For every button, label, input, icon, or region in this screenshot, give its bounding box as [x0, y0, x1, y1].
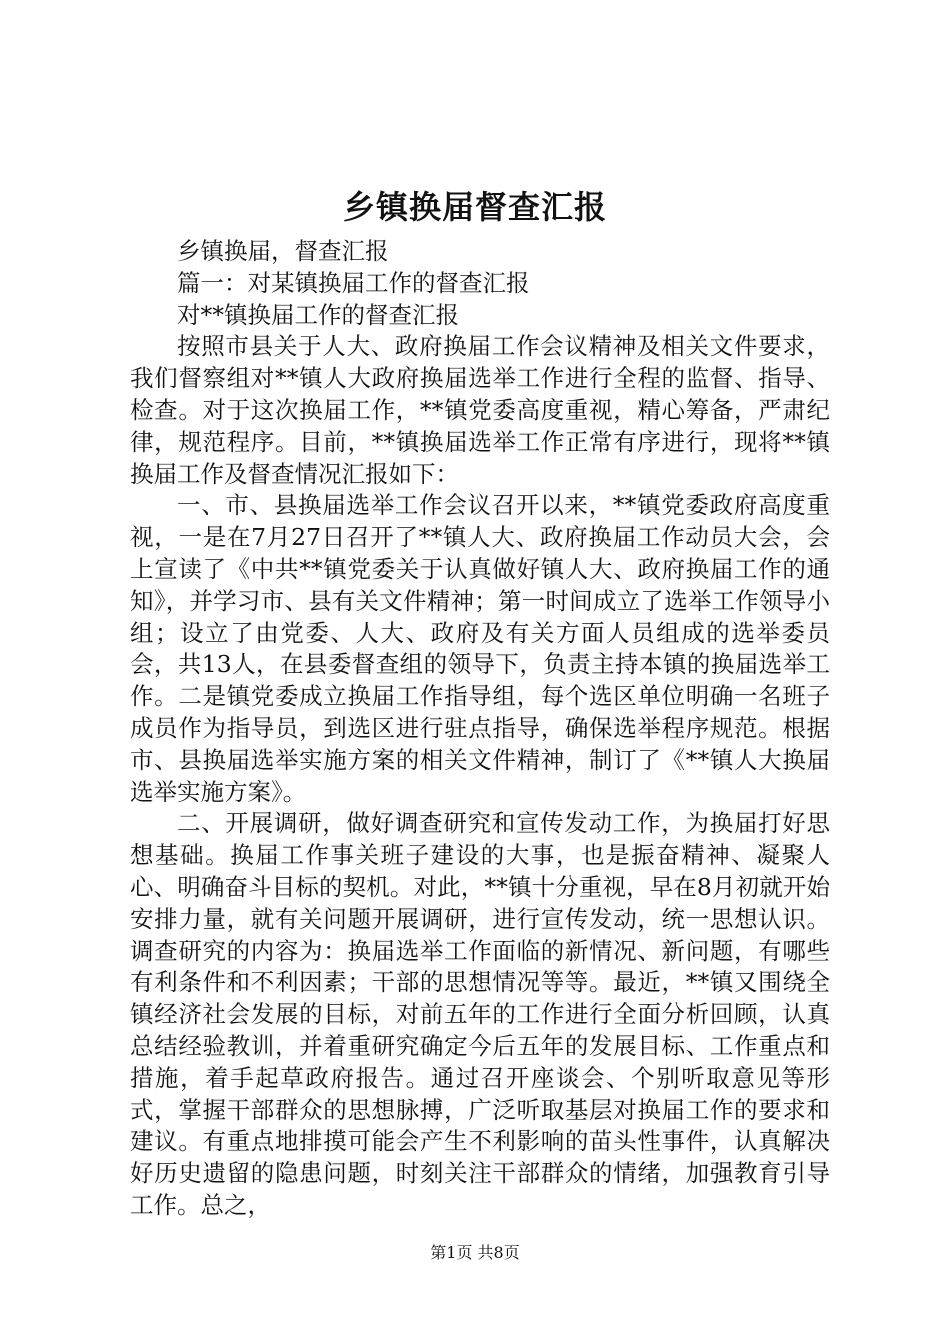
paragraph-subtitle: 乡镇换届，督查汇报	[177, 237, 389, 265]
paragraph-report-heading: 对**镇换届工作的督查汇报	[177, 300, 459, 329]
document-title: 乡镇换届督查汇报	[342, 188, 607, 226]
paragraph-intro: 按照市县关于人大、政府换届工作会议精神及相关文件要求，我们督察组对**镇人大政府换届选举工作进行全程的监督、指导、检查。对于这次换届工作，**镇党委高度重视，精心筹备，严肃纪律，规范程序。目前，**镇换届选举工作正常有序进行，现将**镇换届工作及督查情况汇报如下：	[130, 332, 830, 488]
document-body	[130, 236, 830, 1222]
page-number-footer: 第1页 共8页	[430, 1243, 520, 1262]
paragraph-point-two: 二、开展调研，做好调查研究和宣传发动工作，为换届打好思想基础。换届工作事关班子建设的大事，也是振奋精神、凝聚人心、明确奋斗目标的契机。对此，**镇十分重视，早在8月初就开始安排力量，就有关问题开展调研，进行宣传发动，统一思想认识。调查研究的内容为：换届选举工作面临的新情况、新问题，有哪些有利条件和不利因素；干部的思想情况等等。最近，**镇又围绕全镇经济社会发展的目标，对前五年的工作进行全面分析回顾，认真总结经验教训，并着重研究确定今后五年的发展目标、工作重点和措施，着手起草政府报告。通过召开座谈会、个别听取意见等形式，掌握干部群众的思想脉搏，广泛听取基层对换届工作的要求和建议。有重点地排摸可能会产生不利影响的苗头性事件，认真解决好历史遗留的隐患问题，时刻关注干部群众的情绪，加强教育引导工作。总之，	[130, 809, 830, 1219]
paragraph-point-one: 一、市、县换届选举工作会议召开以来，**镇党委政府高度重视，一是在7月27日召开了**镇人大、政府换届工作动员大会，会上宣读了《中共**镇党委关于认真做好镇人大、政府换届工作的通知》，并学习市、县有关文件精神；第一时间成立了选举工作领导小组；设立了由党委、人大、政府及有关方面人员组成的选举委员会，共13人，在县委督查组的领导下，负责主持本镇的换届选举工作。二是镇党委成立换届工作指导组，每个选区单位明确一名班子成员作为指导员，到选区进行驻点指导，确保选举程序规范。根据市、县换届选举实施方案的相关文件精神，制订了《**镇人大换届选举实施方案》。	[130, 491, 830, 806]
paragraph-section-heading: 篇一：对某镇换届工作的督查汇报	[177, 268, 530, 297]
